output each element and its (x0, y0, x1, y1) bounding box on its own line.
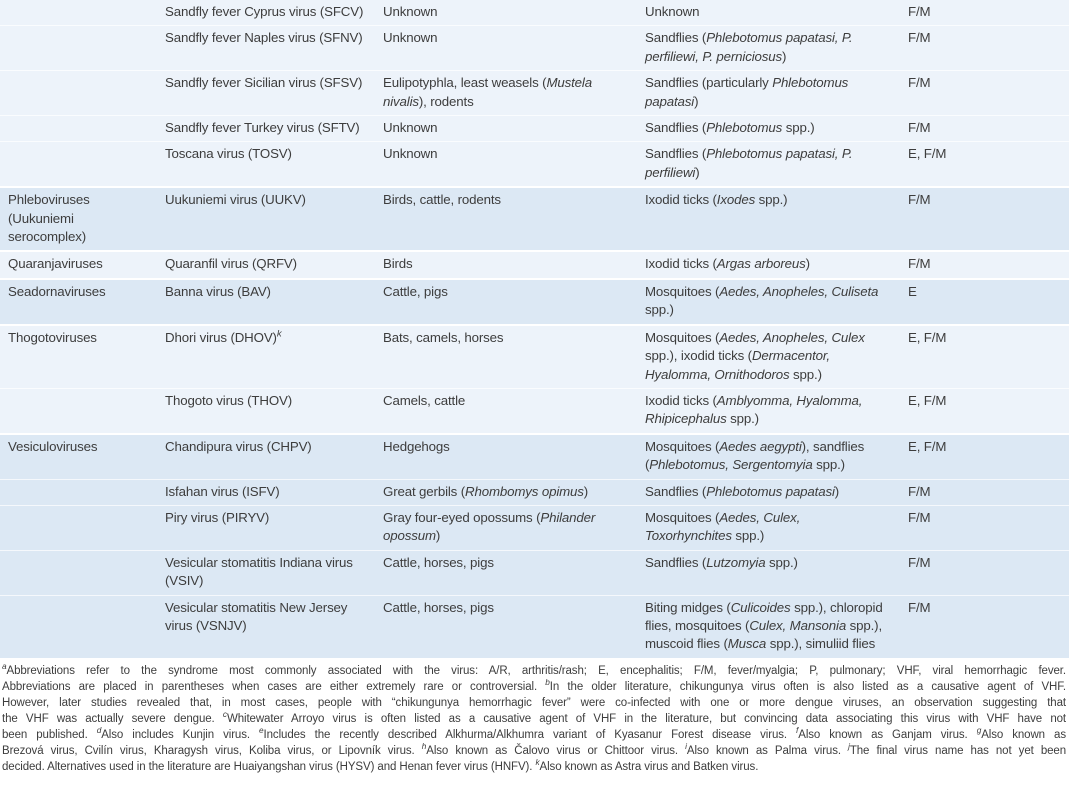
hosts-cell: Unknown (383, 146, 438, 162)
group-cell: Seadornaviruses (8, 283, 106, 299)
table-row (0, 388, 1069, 433)
table-row (0, 0, 1069, 25)
virus-cell: Sandfly fever Naples virus (SFNV) (165, 30, 363, 46)
group-cell (0, 0, 157, 25)
virus-cell: Chandipura virus (CHPV) (165, 438, 312, 454)
virus-cell: Isfahan virus (ISFV) (165, 483, 280, 499)
syndrome-cell: F/M (908, 599, 931, 615)
syndrome-cell: F/M (908, 75, 931, 91)
syndrome-cell: E, F/M (908, 329, 947, 345)
hosts-cell: Cattle, pigs (383, 283, 448, 299)
table-row (0, 252, 1069, 277)
table-row (0, 595, 1069, 658)
syndrome-cell: F/M (908, 554, 931, 570)
table-row (0, 479, 1069, 505)
table-row (0, 188, 1069, 250)
table-row (0, 70, 1069, 115)
vectors-cell: Ixodid ticks (Argas arboreus) (645, 256, 810, 272)
virus-group-section (0, 250, 1069, 277)
group-cell: Vesiculoviruses (8, 438, 98, 454)
group-cell (0, 389, 157, 433)
vectors-cell: Sandflies (Phlebotomus papatasi, P. perfiliewi, P. perniciosus) (645, 30, 853, 64)
virus-cell: Quaranfil virus (QRFV) (165, 256, 297, 272)
hosts-cell: Birds (383, 256, 413, 272)
virus-group-section (0, 324, 1069, 433)
virus-cell: Sandfly fever Turkey virus (SFTV) (165, 120, 360, 136)
syndrome-cell: F/M (908, 120, 931, 136)
hosts-cell: Camels, cattle (383, 392, 466, 408)
virus-cell: Dhori virus (DHOV)$^k$ (165, 328, 282, 345)
virus-group-section (0, 278, 1069, 324)
group-cell: Quaranjaviruses (8, 256, 103, 272)
group-cell (0, 142, 157, 186)
vectors-cell: Sandflies (Phlebotomus papatasi, P. perfiliewi) (645, 146, 853, 180)
vectors-cell: Unknown (645, 4, 700, 19)
syndrome-cell: F/M (908, 509, 931, 525)
syndrome-cell: F/M (908, 256, 931, 272)
table-row (0, 326, 1069, 388)
group-cell (0, 551, 157, 595)
vectors-cell: Mosquitoes (Aedes, Anopheles, Culex spp.), ixodid ticks (Dermacentor, Hyalomma, Ornithodoros spp.) (645, 329, 865, 382)
syndrome-cell: E, F/M (908, 438, 947, 454)
vectors-cell: Sandflies (Phlebotomus papatasi) (645, 483, 840, 499)
group-cell: Phleboviruses (Uukuniemi serocomplex) (8, 192, 90, 245)
syndrome-cell: E, F/M (908, 146, 947, 162)
virus-cell: Piry virus (PIRYV) (165, 509, 270, 525)
table-row (0, 141, 1069, 186)
table-row (0, 435, 1069, 479)
virus-cell: Thogoto virus (THOV) (165, 392, 293, 408)
vectors-cell: Mosquitoes (Aedes, Anopheles, Culiseta spp.) (645, 283, 879, 318)
virus-group-section (0, 0, 1069, 186)
virus-group-section (0, 433, 1069, 658)
hosts-cell: Unknown (383, 120, 438, 136)
footnote-line: $^a$Abbreviations refer to the syndrome most commonly associated with the virus: A/R, arthritis/rash; E, encephalitis; F/M, fever/myalgia; P, pulmonary; VHF, viral hemorrhagic fever. (2, 661, 1066, 677)
syndrome-cell: F/M (908, 4, 931, 19)
syndrome-cell: E (908, 283, 917, 299)
hosts-cell: Hedgehogs (383, 438, 450, 454)
footnote-line: Brezová virus, Cvilín virus, Kharagysh virus, Koliba virus, or Lipovník virus. $^h$Also known as Čalovo virus or Chittoor virus. $^i$Also known as Palma virus. $^j$The final virus name has not yet been (2, 741, 1067, 757)
table-row (0, 550, 1069, 595)
group-cell (0, 116, 157, 141)
syndrome-cell: F/M (908, 30, 931, 46)
group-cell (0, 506, 157, 550)
virus-cell: Banna virus (BAV) (165, 283, 271, 299)
table-row (0, 25, 1069, 70)
syndrome-cell: F/M (908, 192, 931, 208)
group-cell: Thogotoviruses (8, 329, 97, 345)
vectors-cell: Biting midges (Culicoides spp.), chloropid flies, mosquitoes (Culex, Mansonia spp.), muscoid flies (Musca spp.), simuliid flies (645, 599, 883, 652)
footnote-line: However, later studies revealed that, in most cases, people with “chikungunya hemorrhagic fever” were co-infected with one or more dengue viruses, an observation suggesting that (2, 696, 1066, 709)
group-cell (0, 596, 157, 658)
hosts-cell: Great gerbils (Rhombomys opimus) (383, 483, 589, 499)
group-cell (0, 480, 157, 505)
hosts-cell: Birds, cattle, rodents (383, 192, 501, 208)
hosts-cell: Unknown (383, 30, 438, 46)
table-row (0, 280, 1069, 324)
vectors-cell: Sandflies (particularly Phlebotomus papatasi) (645, 75, 849, 109)
virus-cell: Toscana virus (TOSV) (165, 146, 292, 162)
virus-cell: Sandfly fever Cyprus virus (SFCV) (165, 4, 364, 19)
hosts-cell: Bats, camels, horses (383, 329, 504, 345)
virus-cell: Vesicular stomatitis Indiana virus (VSIV) (165, 554, 353, 589)
footnote-line: decided. Alternatives used in the literature are Huaiyangshan virus (HYSV) and Henan fever virus (HNFV). $^k$Also known as Astra virus and Batken virus. (2, 757, 759, 773)
table-row (0, 115, 1069, 141)
group-cell (0, 71, 157, 115)
hosts-cell: Unknown (383, 4, 438, 19)
hosts-cell: Cattle, horses, pigs (383, 554, 494, 570)
hosts-cell: Gray four-eyed opossums (Philander opossum) (383, 509, 596, 544)
virus-cell: Sandfly fever Sicilian virus (SFSV) (165, 75, 363, 91)
footnote-line: Abbreviations are placed in parentheses when cases are either extremely rare or controversial. $^b$In the older literature, chikungunya virus often is also listed as a causative agent of VHF. (2, 677, 1066, 693)
virus-group-section (0, 186, 1069, 250)
syndrome-cell: F/M (908, 483, 931, 499)
table-row (0, 505, 1069, 550)
table-footnotes (0, 658, 1069, 775)
vectors-cell: Mosquitoes (Aedes aegypti), sandflies (Phlebotomus, Sergentomyia spp.) (645, 438, 865, 473)
footnote-line: been published. $^d$Also includes Kunjin virus. $^e$Includes the recently described Alkhurma/Alkhumra variant of Kyasanur Forest disease virus. $^f$Also known as Ganjam virus. $^g$Also known as (2, 725, 1066, 741)
hosts-cell: Cattle, horses, pigs (383, 599, 494, 615)
vectors-cell: Ixodid ticks (Amblyomma, Hyalomma, Rhipicephalus spp.) (645, 392, 863, 427)
hosts-cell: Eulipotyphla, least weasels (Mustela nivalis), rodents (383, 75, 592, 109)
vectors-cell: Ixodid ticks (Ixodes spp.) (645, 192, 788, 208)
vectors-cell: Sandflies (Phlebotomus spp.) (645, 120, 815, 136)
virus-cell: Vesicular stomatitis New Jersey virus (VSNJV) (165, 599, 348, 633)
virus-cell: Uukuniemi virus (UUKV) (165, 192, 306, 208)
syndrome-cell: E, F/M (908, 392, 947, 408)
group-cell (0, 26, 157, 70)
vectors-cell: Mosquitoes (Aedes, Culex, Toxorhynchites spp.) (645, 509, 801, 544)
footnote-line: the VHF was actually severe dengue. $^c$Whitewater Arroyo virus is often listed as a causative agent of VHF in the literature, but convincing data associating this virus with VHF have not (2, 709, 1067, 725)
vectors-cell: Sandflies (Lutzomyia spp.) (645, 554, 798, 570)
